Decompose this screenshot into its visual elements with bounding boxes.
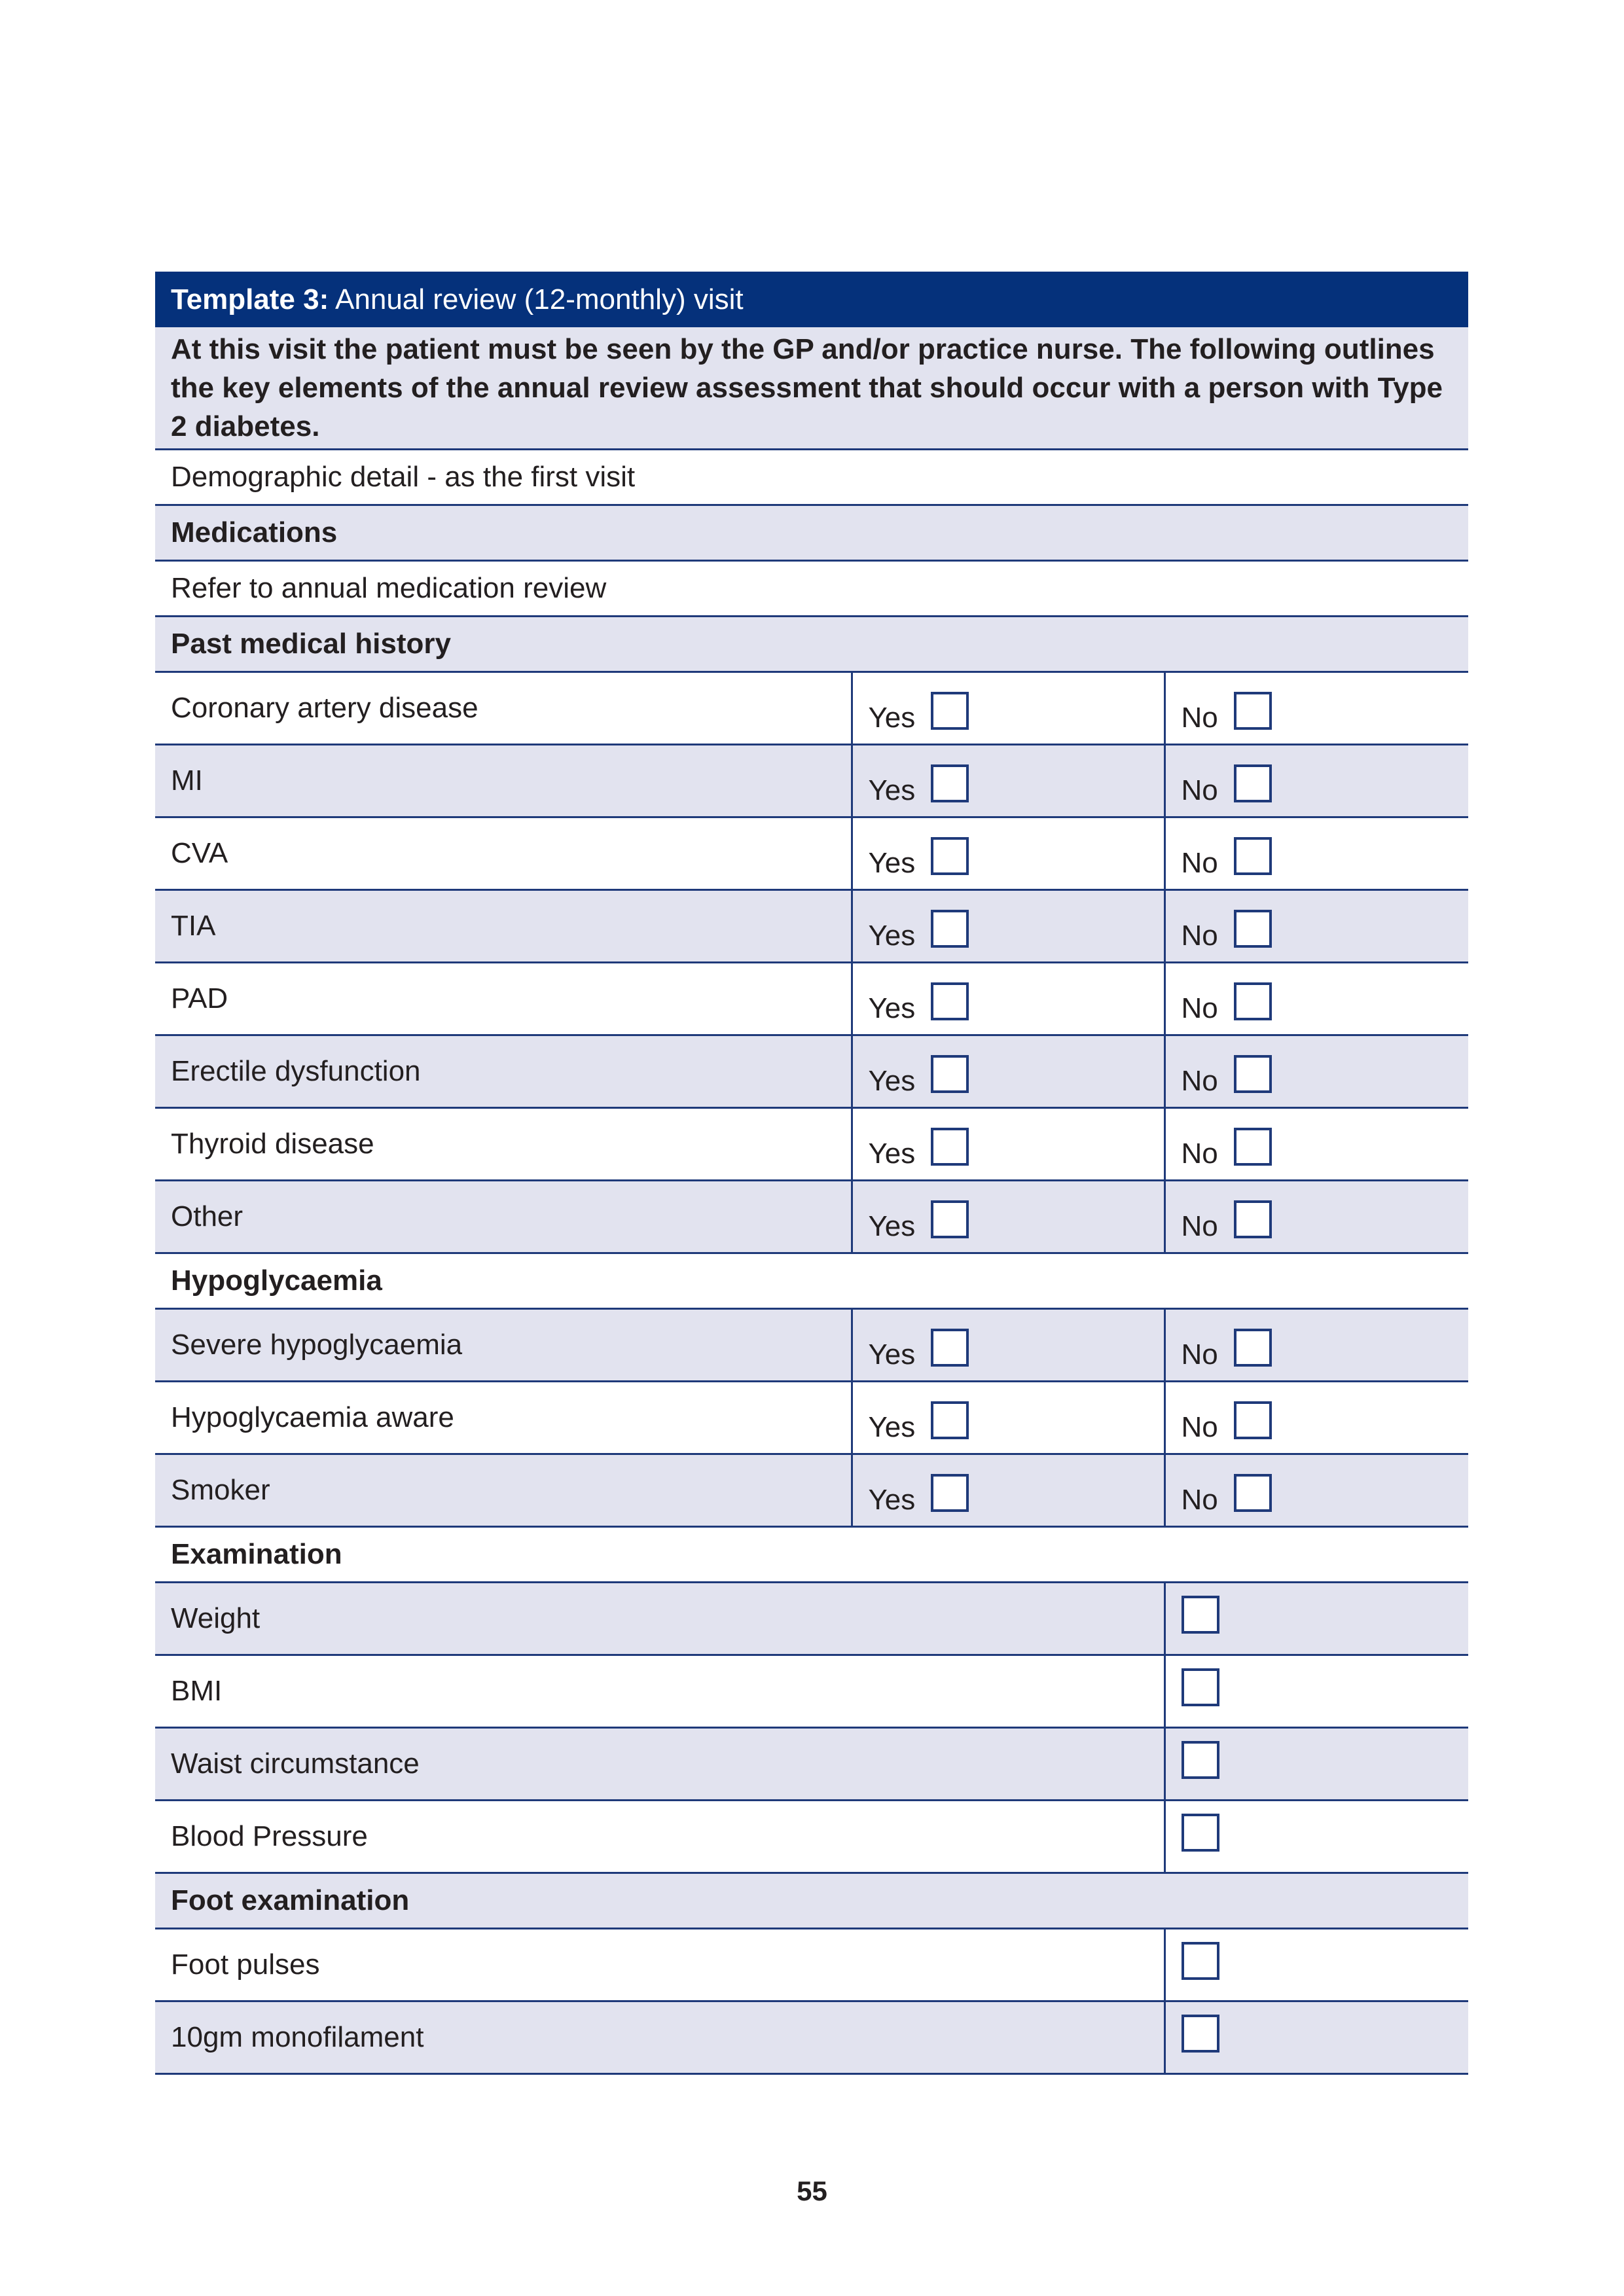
yes-label: Yes	[868, 1065, 916, 1097]
mi-no-option[interactable]	[1182, 764, 1272, 806]
yes-label: Yes	[868, 1138, 916, 1170]
no-label: No	[1181, 1138, 1218, 1170]
tia-yes-checkbox[interactable]	[931, 910, 969, 948]
10gm-monofilament-check-cell	[1164, 2001, 1468, 2073]
check-label: Weight	[155, 1582, 1164, 1655]
question-label: Coronary artery disease	[155, 672, 852, 744]
blood-pressure-check-cell	[1164, 1800, 1468, 1873]
intro-text: At this visit the patient must be seen by the GP and/or practice nurse. The following outlines the key elements of the annual review assessment that should occur with a person with Type 2 diabetes.	[155, 327, 1468, 449]
no-label: No	[1181, 702, 1218, 734]
check-row-weight	[155, 1582, 1468, 1655]
other-no-cell	[1164, 1180, 1468, 1253]
bmi-checkbox[interactable]	[1182, 1668, 1219, 1706]
yes-label: Yes	[868, 920, 916, 952]
severe-hypoglycaemia-no-option[interactable]	[1182, 1329, 1272, 1371]
other-yes-cell	[852, 1180, 1164, 1253]
examination-heading: Examination	[155, 1526, 1468, 1582]
check-label: BMI	[155, 1655, 1164, 1727]
coronary-artery-disease-yes-checkbox[interactable]	[931, 692, 969, 730]
cva-yes-option[interactable]	[869, 837, 969, 879]
question-row-tia	[155, 889, 1468, 962]
hypoglycaemia-aware-yes-cell	[852, 1381, 1164, 1454]
bmi-check-cell	[1164, 1655, 1468, 1727]
check-row-foot-pulses	[155, 1928, 1468, 2001]
check-label: Foot pulses	[155, 1928, 1164, 2001]
hypoglycaemia-aware-no-checkbox[interactable]	[1234, 1401, 1272, 1439]
template-title-row	[155, 272, 1468, 327]
no-label: No	[1181, 1484, 1218, 1516]
cva-no-option[interactable]	[1182, 837, 1272, 879]
weight-checkbox[interactable]	[1182, 1596, 1219, 1634]
no-label: No	[1181, 1411, 1218, 1443]
coronary-artery-disease-yes-option[interactable]	[869, 692, 969, 734]
question-label: Hypoglycaemia aware	[155, 1381, 852, 1454]
severe-hypoglycaemia-no-cell	[1164, 1308, 1468, 1381]
no-label: No	[1181, 1210, 1218, 1242]
question-label: Thyroid disease	[155, 1107, 852, 1180]
pad-no-checkbox[interactable]	[1234, 982, 1272, 1020]
tia-no-checkbox[interactable]	[1234, 910, 1272, 948]
question-row-mi	[155, 744, 1468, 817]
section-heading-hypoglycaemia	[155, 1253, 1468, 1308]
question-label: MI	[155, 744, 852, 817]
erectile-dysfunction-no-option[interactable]	[1182, 1055, 1272, 1097]
section-heading-foot-examination	[155, 1873, 1468, 1928]
hypoglycaemia-aware-yes-option[interactable]	[869, 1401, 969, 1443]
check-label: Blood Pressure	[155, 1800, 1164, 1873]
thyroid-disease-yes-cell	[852, 1107, 1164, 1180]
pad-yes-checkbox[interactable]	[931, 982, 969, 1020]
waist-circumstance-check-cell	[1164, 1727, 1468, 1800]
question-row-pad	[155, 962, 1468, 1035]
coronary-artery-disease-no-checkbox[interactable]	[1234, 692, 1272, 730]
cva-no-cell	[1164, 817, 1468, 889]
other-yes-checkbox[interactable]	[931, 1200, 969, 1238]
yes-label: Yes	[868, 1338, 916, 1371]
question-label: CVA	[155, 817, 852, 889]
yes-label: Yes	[868, 1210, 916, 1242]
medications-note: Refer to annual medication review	[155, 560, 1468, 616]
mi-no-checkbox[interactable]	[1234, 764, 1272, 802]
yes-label: Yes	[868, 847, 916, 879]
demographic-text: Demographic detail - as the first visit	[155, 449, 1468, 505]
yes-label: Yes	[868, 774, 916, 806]
tia-no-cell	[1164, 889, 1468, 962]
severe-hypoglycaemia-yes-checkbox[interactable]	[931, 1329, 969, 1367]
check-row-waist-circumstance	[155, 1727, 1468, 1800]
mi-yes-checkbox[interactable]	[931, 764, 969, 802]
pad-no-option[interactable]	[1182, 982, 1272, 1024]
smoker-no-option[interactable]	[1182, 1474, 1272, 1516]
hypoglycaemia-heading: Hypoglycaemia	[155, 1253, 1468, 1308]
question-label: Erectile dysfunction	[155, 1035, 852, 1107]
tia-no-option[interactable]	[1182, 910, 1272, 952]
foot-examination-heading: Foot examination	[155, 1873, 1468, 1928]
template-title	[155, 272, 1468, 327]
medications-note-row	[155, 560, 1468, 616]
yes-label: Yes	[868, 702, 916, 734]
smoker-yes-cell	[852, 1454, 1164, 1526]
no-label: No	[1181, 1065, 1218, 1097]
coronary-artery-disease-no-option[interactable]	[1182, 692, 1272, 734]
thyroid-disease-no-cell	[1164, 1107, 1468, 1180]
check-row-10gm-monofilament	[155, 2001, 1468, 2073]
section-heading-past-medical-history	[155, 616, 1468, 672]
question-label: Smoker	[155, 1454, 852, 1526]
erectile-dysfunction-no-checkbox[interactable]	[1234, 1055, 1272, 1093]
blood-pressure-checkbox[interactable]	[1182, 1814, 1219, 1852]
coronary-artery-disease-yes-cell	[852, 672, 1164, 744]
smoker-no-cell	[1164, 1454, 1468, 1526]
check-label: 10gm monofilament	[155, 2001, 1164, 2073]
yes-label: Yes	[868, 992, 916, 1024]
10gm-monofilament-checkbox[interactable]	[1182, 2015, 1219, 2053]
cva-yes-cell	[852, 817, 1164, 889]
mi-no-cell	[1164, 744, 1468, 817]
no-label: No	[1181, 774, 1218, 806]
hypoglycaemia-aware-no-option[interactable]	[1182, 1401, 1272, 1443]
erectile-dysfunction-yes-checkbox[interactable]	[931, 1055, 969, 1093]
other-yes-option[interactable]	[869, 1200, 969, 1242]
tia-yes-option[interactable]	[869, 910, 969, 952]
question-label: Other	[155, 1180, 852, 1253]
intro-row	[155, 327, 1468, 449]
mi-yes-option[interactable]	[869, 764, 969, 806]
erectile-dysfunction-yes-cell	[852, 1035, 1164, 1107]
question-label: Severe hypoglycaemia	[155, 1308, 852, 1381]
coronary-artery-disease-no-cell	[1164, 672, 1468, 744]
check-row-bmi	[155, 1655, 1468, 1727]
thyroid-disease-no-option[interactable]	[1182, 1128, 1272, 1170]
smoker-yes-option[interactable]	[869, 1474, 969, 1516]
thyroid-disease-no-checkbox[interactable]	[1234, 1128, 1272, 1166]
other-no-checkbox[interactable]	[1234, 1200, 1272, 1238]
no-label: No	[1181, 992, 1218, 1024]
weight-check-cell	[1164, 1582, 1468, 1655]
question-row-erectile-dysfunction	[155, 1035, 1468, 1107]
section-heading-medications	[155, 505, 1468, 560]
no-label: No	[1181, 847, 1218, 879]
question-label: PAD	[155, 962, 852, 1035]
erectile-dysfunction-no-cell	[1164, 1035, 1468, 1107]
template-title-rest: Annual review (12-monthly) visit	[329, 283, 744, 315]
check-row-blood-pressure	[155, 1800, 1468, 1873]
section-heading-examination	[155, 1526, 1468, 1582]
question-row-other	[155, 1180, 1468, 1253]
question-row-hypoglycaemia-aware	[155, 1381, 1468, 1454]
question-label: TIA	[155, 889, 852, 962]
yes-label: Yes	[868, 1484, 916, 1516]
question-row-coronary-artery-disease	[155, 672, 1468, 744]
yes-label: Yes	[868, 1411, 916, 1443]
mi-yes-cell	[852, 744, 1164, 817]
severe-hypoglycaemia-yes-option[interactable]	[869, 1329, 969, 1371]
severe-hypoglycaemia-no-checkbox[interactable]	[1234, 1329, 1272, 1367]
question-row-smoker	[155, 1454, 1468, 1526]
cva-no-checkbox[interactable]	[1234, 837, 1272, 875]
thyroid-disease-yes-option[interactable]	[869, 1128, 969, 1170]
past-medical-history-heading: Past medical history	[155, 616, 1468, 672]
other-no-option[interactable]	[1182, 1200, 1272, 1242]
foot-pulses-check-cell	[1164, 1928, 1468, 2001]
smoker-yes-checkbox[interactable]	[931, 1474, 969, 1512]
question-row-cva	[155, 817, 1468, 889]
question-row-severe-hypoglycaemia	[155, 1308, 1468, 1381]
medications-heading: Medications	[155, 505, 1468, 560]
question-row-thyroid-disease	[155, 1107, 1468, 1180]
waist-circumstance-checkbox[interactable]	[1182, 1741, 1219, 1779]
pad-no-cell	[1164, 962, 1468, 1035]
cva-yes-checkbox[interactable]	[931, 837, 969, 875]
pad-yes-option[interactable]	[869, 982, 969, 1024]
smoker-no-checkbox[interactable]	[1234, 1474, 1272, 1512]
page-number: 55	[797, 2176, 827, 2206]
annual-review-form	[155, 272, 1468, 2075]
tia-yes-cell	[852, 889, 1164, 962]
erectile-dysfunction-yes-option[interactable]	[869, 1055, 969, 1097]
no-label: No	[1181, 1338, 1218, 1371]
thyroid-disease-yes-checkbox[interactable]	[931, 1128, 969, 1166]
pad-yes-cell	[852, 962, 1164, 1035]
hypoglycaemia-aware-no-cell	[1164, 1381, 1468, 1454]
severe-hypoglycaemia-yes-cell	[852, 1308, 1164, 1381]
no-label: No	[1181, 920, 1218, 952]
demographic-row	[155, 449, 1468, 505]
hypoglycaemia-aware-yes-checkbox[interactable]	[931, 1401, 969, 1439]
check-label: Waist circumstance	[155, 1727, 1164, 1800]
template-title-bold: Template 3:	[171, 283, 329, 315]
foot-pulses-checkbox[interactable]	[1182, 1942, 1219, 1980]
